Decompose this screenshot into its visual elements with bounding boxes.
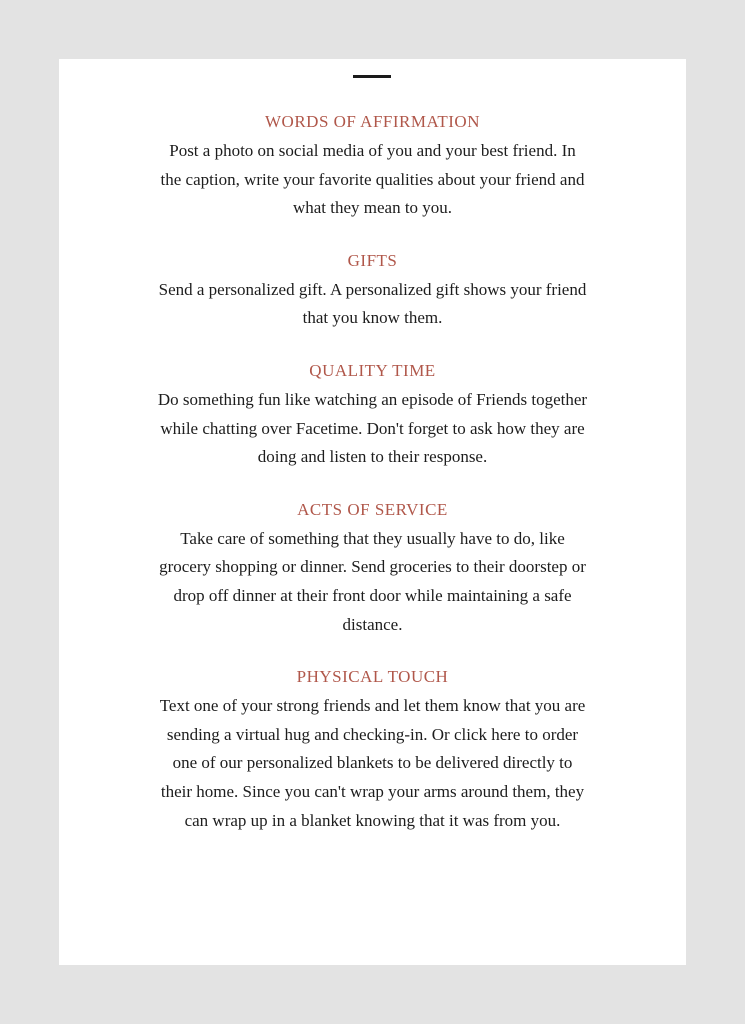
section-body: Send a personalized gift. A personalized gift shows your friend that you know them. (158, 279, 587, 328)
section-heading: WORDS OF AFFIRMATION (265, 112, 480, 131)
top-divider (353, 75, 391, 78)
section-acts-of-service (158, 499, 588, 639)
love-languages-list (59, 111, 686, 835)
section-quality-time (158, 360, 588, 472)
section-body: Post a photo on social media of you and your best friend. In the caption, write your favorite qualities about your friend and what they mean to you. (160, 141, 585, 218)
section-heading: GIFTS (347, 250, 398, 270)
section-physical-touch (158, 666, 588, 835)
section-gifts (158, 250, 588, 333)
section-body: Take care of something that they usually have to do, like grocery shopping or dinner. Send groceries to their doorstep or drop off dinner at their front door while maintaining a safe distance. (159, 528, 586, 634)
section-heading: PHYSICAL TOUCH (296, 667, 449, 687)
section-body: Text one of your strong friends and let them know that you are sending a virtual hug and checking-in. Or click here to order one of our personalized blankets to be delivered directly to their home. Since you can't wrap your arms around them, they can wrap up in a blanket knowing that it was from you. (159, 696, 586, 830)
section-heading: QUALITY TIME (309, 360, 436, 380)
section-words-of-affirmation (158, 111, 588, 223)
section-body: Do something fun like watching an episode of Friends together while chatting over Facetime. Don't forget to ask how they are doing and listen to their response. (157, 389, 588, 467)
section-heading: ACTS OF SERVICE (297, 499, 448, 519)
content-card (59, 59, 686, 965)
